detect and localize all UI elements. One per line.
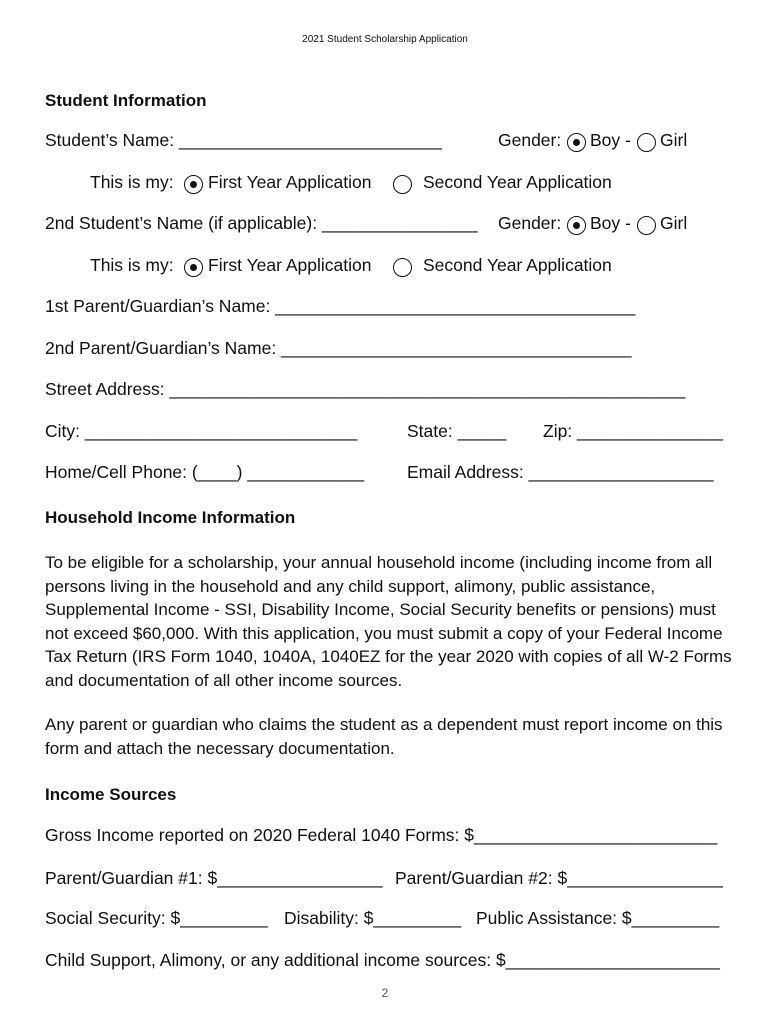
student2-first-year-radio[interactable] (184, 258, 203, 277)
student2-second-year-radio[interactable] (393, 258, 412, 277)
student2-girl-radio[interactable] (637, 216, 656, 235)
parent-guardian-2-income-field[interactable]: Parent/Guardian #2: $________________ (395, 868, 723, 888)
second-year-label-2: Second Year Application (423, 255, 612, 275)
email-field[interactable]: Email Address: ___________________ (407, 462, 714, 482)
student1-first-year-radio[interactable] (184, 175, 203, 194)
section-heading-household-income: Household Income Information (45, 508, 296, 527)
parent2-name-field[interactable]: 2nd Parent/Guardian’s Name: ____________________________________ (45, 338, 632, 358)
girl-label: Girl (660, 130, 688, 150)
student2-name-field[interactable]: 2nd Student’s Name (if applicable): ________________ (45, 213, 478, 233)
student1-girl-radio[interactable] (637, 133, 656, 152)
parent1-name-field[interactable]: 1st Parent/Guardian’s Name: _____________________________________ (45, 296, 636, 316)
gender-label: Gender: (498, 130, 562, 150)
section-heading-income-sources: Income Sources (45, 785, 177, 804)
city-field[interactable]: City: ____________________________ (45, 421, 358, 441)
street-address-field[interactable]: Street Address: _____________________________________________________ (45, 379, 686, 399)
state-field[interactable]: State: _____ (407, 421, 507, 441)
boy-label: Boy - (590, 130, 631, 150)
eligibility-paragraph: To be eligible for a scholarship, your annual household income (including income from all persons living in the household and any child support, alimony, public assistance, Supplemental Income - SSI, Disability Income, Social Security benefits or pensions) must not exceed $60,000. With this application, you must submit a copy of your Federal Income Tax Return (IRS Form 1040, 1040A, 1040EZ for the year 2020 with copies of all W-2 Forms and documentation of all other income sources. (45, 553, 732, 690)
public-assistance-field[interactable]: Public Assistance: $_________ (476, 908, 720, 928)
dependent-paragraph: Any parent or guardian who claims the student as a dependent must report income on this form and attach the necessary documentation. (45, 715, 723, 758)
boy-label-2: Boy - (590, 213, 631, 233)
section-heading-student-information: Student Information (45, 91, 207, 110)
first-year-label: First Year Application (208, 172, 372, 192)
student-name-field[interactable]: Student’s Name: ___________________________ (45, 130, 442, 150)
document-header-title: 2021 Student Scholarship Application (302, 34, 468, 45)
second-year-label: Second Year Application (423, 172, 612, 192)
gross-income-field[interactable]: Gross Income reported on 2020 Federal 1040 Forms: $_________________________ (45, 825, 718, 845)
child-support-field[interactable]: Child Support, Alimony, or any additional income sources: $______________________ (45, 950, 720, 970)
this-is-my-label-2: This is my: (90, 255, 174, 275)
this-is-my-label: This is my: (90, 172, 174, 192)
zip-field[interactable]: Zip: _______________ (543, 421, 724, 441)
student1-boy-radio[interactable] (567, 133, 586, 152)
gender-label-2: Gender: (498, 213, 562, 233)
student1-second-year-radio[interactable] (393, 175, 412, 194)
girl-label-2: Girl (660, 213, 688, 233)
social-security-field[interactable]: Social Security: $_________ (45, 908, 268, 928)
page-number: 2 (381, 986, 389, 1000)
disability-field[interactable]: Disability: $_________ (284, 908, 462, 928)
student2-boy-radio[interactable] (567, 216, 586, 235)
parent-guardian-1-income-field[interactable]: Parent/Guardian #1: $_________________ (45, 868, 383, 888)
first-year-label-2: First Year Application (208, 255, 372, 275)
phone-field[interactable]: Home/Cell Phone: (____) ____________ (45, 462, 365, 482)
